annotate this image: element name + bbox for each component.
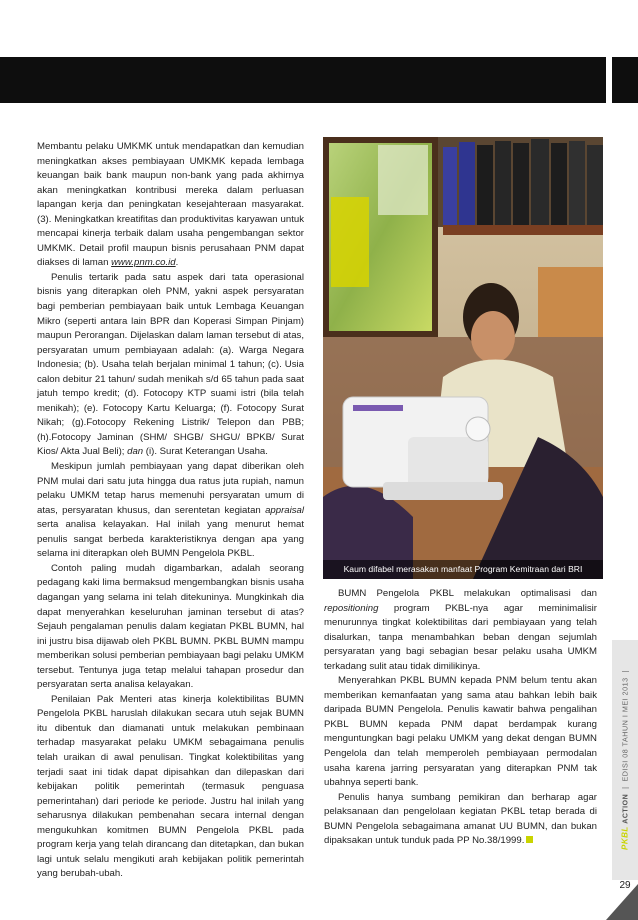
photo-illustration bbox=[323, 137, 603, 579]
text: . bbox=[175, 257, 179, 269]
left-paragraph-1 bbox=[37, 140, 304, 271]
text: dan bbox=[127, 446, 144, 458]
left-column bbox=[37, 140, 304, 882]
left-paragraph-2 bbox=[37, 271, 304, 460]
end-mark bbox=[526, 836, 533, 843]
text: BUMN Pengelola PKBL melakukan optimalisasi dan bbox=[338, 588, 597, 599]
right-paragraph-1 bbox=[324, 587, 597, 674]
right-paragraph-2: Menyerahkan PKBL BUMN kepada PNM belum tentu akan memberikan kemanfaatan yang sama atau bahkan lebih baik daripada BUMN Pengelola. Penulis kawatir bahwa pengalihan PKBL BUMN kepada PNM dapat berdampak kurang menguntungkan bagi pelaku UMKM yang dekat dengan BUMN Pengelola dan telah memperoleh pembiayaan permodalan usaha karena jarring persyaratan yang diterapkan PNM tak ubahnya seperti bank. bbox=[324, 675, 597, 789]
brand-suffix: ACTION bbox=[622, 793, 630, 824]
left-paragraph-3 bbox=[37, 460, 304, 562]
header-band bbox=[0, 57, 606, 103]
text: (i). Surat Keterangan Usaha. bbox=[143, 446, 268, 458]
text: Penulis tertarik pada satu aspek dari tata operasional bisnis yang diterapkan oleh PNM, yakni aspek persyaratan bagi pemberian pembiayaan baik untuk Lembaga Keuangan Mikro (seperti antara lain BPR dan Koperasi Simpan Pinjam) maupun Perorangan. Dijelaskan dalam laman tersebut di atas, persyaratan umum pembiayaan adalah: (a). Warga Negara Indonesia; (b). Usaha telah berjalan minimal 1 tahun; (c). Usia calon debitur 21 tahun/ sudah menikah s/d 65 tahun pada saat jatuh tempo kredit; (d). Fotocopy KTP suami istri (bila telah menikah); (e). Fotocopy Kartu Keluarga; (f). Fotocopy Surat Nikah; (g).Fotocopy Rekening Listrik/ Telepon dan PBB; (h).Fotocopy Jaminan (SHM/ SHGB/ SHGU/ BPKB/ Surat Kios/ Akta Jual Beli); bbox=[37, 271, 304, 458]
left-paragraph-5: Penilaian Pak Menteri atas kinerja kolektibilitas BUMN Pengelola PKBL haruslah dilakukan secara utuh sejak BUMN itu dibentuk dan diamanati untuk melakukan pembinaan terhadap masyarakat pelaku UMKM sebagaimana penulis telah uraikan di awal penulisan. Tingkat kolektibilitas yang terjadi saat ini tidak dapat dipisahkan dan dilepaskan dari kebijakan politik pemerintah (termasuk penguasa pemerintahan) dari periode ke periode. Justru hal inilah yang seharusnya dilakukan pembenahan secara internal dengan mengukuhkan komitmen BUMN Pengelola PKBL pada program kerja yang telah dirancang dan ditetapkan, dan bukan lagi untuk selalu mengikuti arah kebijakan politik pemerintah yang berubah-ubah. bbox=[37, 693, 304, 880]
text: Penulis hanya sumbang pemikiran dan berharap agar pelaksanaan dan pengelolaan kegiatan PKBL tetap berada di BUMN Pengelola sebagaimana amanat UU BUMN, dan bukan dipaksakan untuk tunduk pada PP No.38/1999. bbox=[324, 791, 597, 847]
text: Meskipun jumlah pembiayaan yang dapat diberikan oleh PNM mulai dari satu juta hingga dua ratus juta rupiah, namun pelaku UMKM tetap harus memenuhi persyaratan umum di atas, persyaratan khusus, dan serentetan kegiatan bbox=[37, 461, 304, 516]
left-paragraph-4: Contoh paling mudah digambarkan, adalah seorang pedagang kaki lima bermaksud mengembangkan bisnis usaha dagangan yang selama ini telah ditekuninya. Mungkinkah dia dapat menyerahkan keseluruhan jaminan tersebut di atas? Sejauh pengalaman penulis dalam kegiatan PKBL BUMN, hal ini justru bisa dijawab oleh PKBL BUMN. PKBL BUMN mampu memberikan solusi pemberian pembiayaan bagi pelaku UMKM tersebut. Tentunya juga tetap melalui tahapan prosedur dan persyaratan serta analisa kelayakan. bbox=[37, 562, 304, 691]
header-band-right bbox=[612, 57, 638, 103]
text: program PKBL-nya agar meminimalisir menurunnya tingkat kolektibilitas dari pembiayaan yang telah disalurkan, tanpa menambahkan beban dengan sejumlah persyaratan yang bagi sebagian besar pelaku usaha UMKM terkadang sulit atau tidak dimilikinya. bbox=[324, 602, 597, 672]
brand-logo: PKBL bbox=[620, 826, 630, 850]
right-column bbox=[324, 587, 597, 849]
text: appraisal bbox=[265, 504, 304, 516]
text: serta analisa kelayakan. Hal inilah yang menurut hemat penulis sangat berbeda karakteristiknya dengan apa yang selama ini diterapkan oleh BUMN Pengelola PKBL. bbox=[37, 519, 304, 560]
sidebar-label: PKBL ACTION | EDISI 08 TAHUN I MEI 2013 | bbox=[620, 670, 630, 850]
text: repositioning bbox=[324, 602, 379, 614]
page-number: 29 bbox=[619, 880, 631, 891]
photo-caption: Kaum difabel merasakan manfaat Program Kemitraan dari BRI bbox=[323, 560, 603, 579]
edition-info: EDISI 08 TAHUN I MEI 2013 bbox=[620, 677, 630, 782]
right-paragraph-3 bbox=[324, 791, 597, 849]
pnm-website-link[interactable]: www.pnm.co.id bbox=[111, 257, 176, 269]
article-photo bbox=[323, 137, 603, 579]
text: Membantu pelaku UMKMK untuk mendapatkan dan kemudian meningkatkan akses pembiayaan UMKMK kepada lembaga keuangan baik bank maupun non-bank yang pada akhirnya akan meningkatkan kontribusi mereka dalam perluasan lapangan kerja dan peningkatan kesejahteraan masyarakat. (3). Meningkatkan kreatifitas dan produktivitas karyawan untuk mencapai kinerja terbaik dalam usaha pengembangan sektor UMKMK. Detail profil maupun bisnis perusahaan PNM dapat diakses di laman bbox=[37, 141, 304, 269]
